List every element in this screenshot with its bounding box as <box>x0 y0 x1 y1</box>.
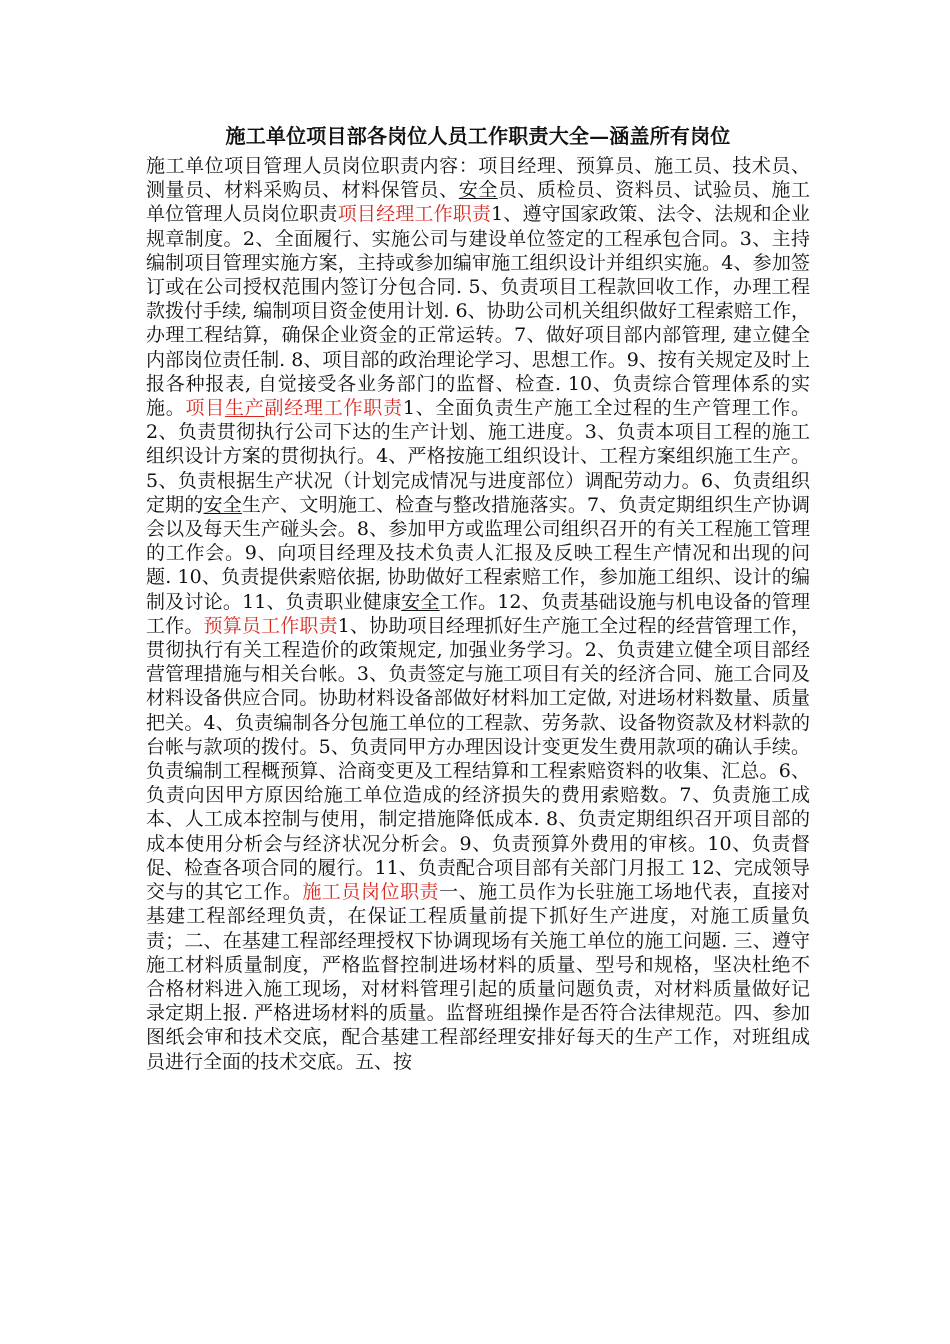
underlined-term: 安全 <box>458 179 498 202</box>
body-text-segment: 施工单位项目管理人员岗位职责内容：项目经理、预算员、施工员、技术员、测量员、材料采购员、材料保管员、 <box>146 155 810 202</box>
body-text-segment: 员、质检员、资料员、试验员、施工单位管理人员岗位职责 <box>146 179 810 226</box>
underlined-term: 安全 <box>203 493 242 516</box>
section-heading: 项目 <box>185 397 226 420</box>
document-title: 施工单位项目部各岗位人员工作职责大全—涵盖所有岗位 <box>225 124 731 148</box>
section-heading: 预算员工作职责 <box>203 614 338 637</box>
body-text-segment: 工作。12、负责基础设施与机电设备的管理工作。 <box>146 590 810 637</box>
section-heading: 项目经理工作职责 <box>337 203 492 226</box>
section-heading: 副经理工作职责 <box>264 397 403 420</box>
section-heading-underlined: 生产 <box>225 397 265 420</box>
body-text-segment: 1、遵守国家政策、法令、法规和企业规章制度。2、全面履行、实施公司与建设单位签定的工程承包合同。3、主持编制项目管理实施方案，主持或参加编审施工组织设计并组织实施。4、参加签订或在公司授权范围内签订分包合同. 5、负责项目工程款回收工作，办理工程款拨付手续, 编制项目资金使用计划. 6、协助公司机关组织做好工程索赔工作，办理工程结算，确保企业资金的正常运转。7、做好项目部内部管理, 建立健全内部岗位责任制. 8、项目部的政治理论学习、思想工作。9、按有关规定及时上报各种报表, 自觉接受各业务部门的监督、检查. 10、负责综合管理体系的实施。 <box>146 203 810 420</box>
document-page <box>146 118 810 1074</box>
underlined-term: 安全 <box>401 590 440 613</box>
body-text-segment: 1、全面负责生产施工全过程的生产管理工作。2、负责贯彻执行公司下达的生产计划、施工进度。3、负责本项目工程的施工组织设计方案的贯彻执行。4、严格按施工组织设计、工程方案组织施工生产。5、负责根据生产状况（计划完成情况与进度部位）调配劳动力。6、负责组织定期的 <box>146 397 810 516</box>
body-text-segment: 生产、文明施工、检查与整改措施落实。7、负责定期组织生产协调会以及每天生产碰头会。8、参加甲方或监理公司组织召开的有关工程施工管理的工作会。9、向项目经理及技术负责人汇报及反映工程生产情况和出现的问题. 10、负责提供索赔依据, 协助做好工程索赔工作，参加施工组织、设计的编制及讨论。11、负责职业健康 <box>146 493 810 613</box>
document-body <box>146 154 810 1074</box>
body-text-segment: 1、协助项目经理抓好生产施工全过程的经营管理工作，贯彻执行有关工程造价的政策规定, 加强业务学习。2、负责建立健全项目部经营管理措施与相关台帐。3、负责签定与施工项目有关的经济合同、施工合同及材料设备供应合同。协助材料设备部做好材料加工定做, 对进场材料数量、质量把关。4、负责编制各分包施工单位的工程款、劳务款、设备物资款及材料款的台帐与款项的拨付。5、负责同甲方办理因设计变更发生费用款项的确认手续。负责编制工程概预算、洽商变更及工程结算和工程索赔资料的收集、汇总。6、负责向因甲方原因给施工单位造成的经济损失的费用索赔数。7、负责施工成本、人工成本控制与使用，制定措施降低成本. 8、负责定期组织召开项目部的成本使用分析会与经济状况分析会。9、负责预算外费用的审核。10、负责督促、检查各项合同的履行。11、负责配合项目部有关部门月报工 12、完成领导交与的其它工作。 <box>146 614 810 904</box>
body-text-segment: 一、施工员作为长驻施工场地代表，直接对基建工程部经理负责，在保证工程质量前提下抓好生产进度，对施工质量负责；二、在基建工程部经理授权下协调现场有关施工单位的施工问题. 三、遵守施工材料质量制度，严格监督控制进场材料的质量、型号和规格，坚决杜绝不合格材料进入施工现场，对材料管理引起的质量问题负责，对材料质量做好记录定期上报. 严格进场材料的质量。监督班组操作是否符合法律规范。四、参加图纸会审和技术交底，配合基建工程部经理安排好每天的生产工作，对班组成员进行全面的技术交底。五、按 <box>146 881 810 1073</box>
section-heading: 施工员岗位职责 <box>302 881 440 904</box>
